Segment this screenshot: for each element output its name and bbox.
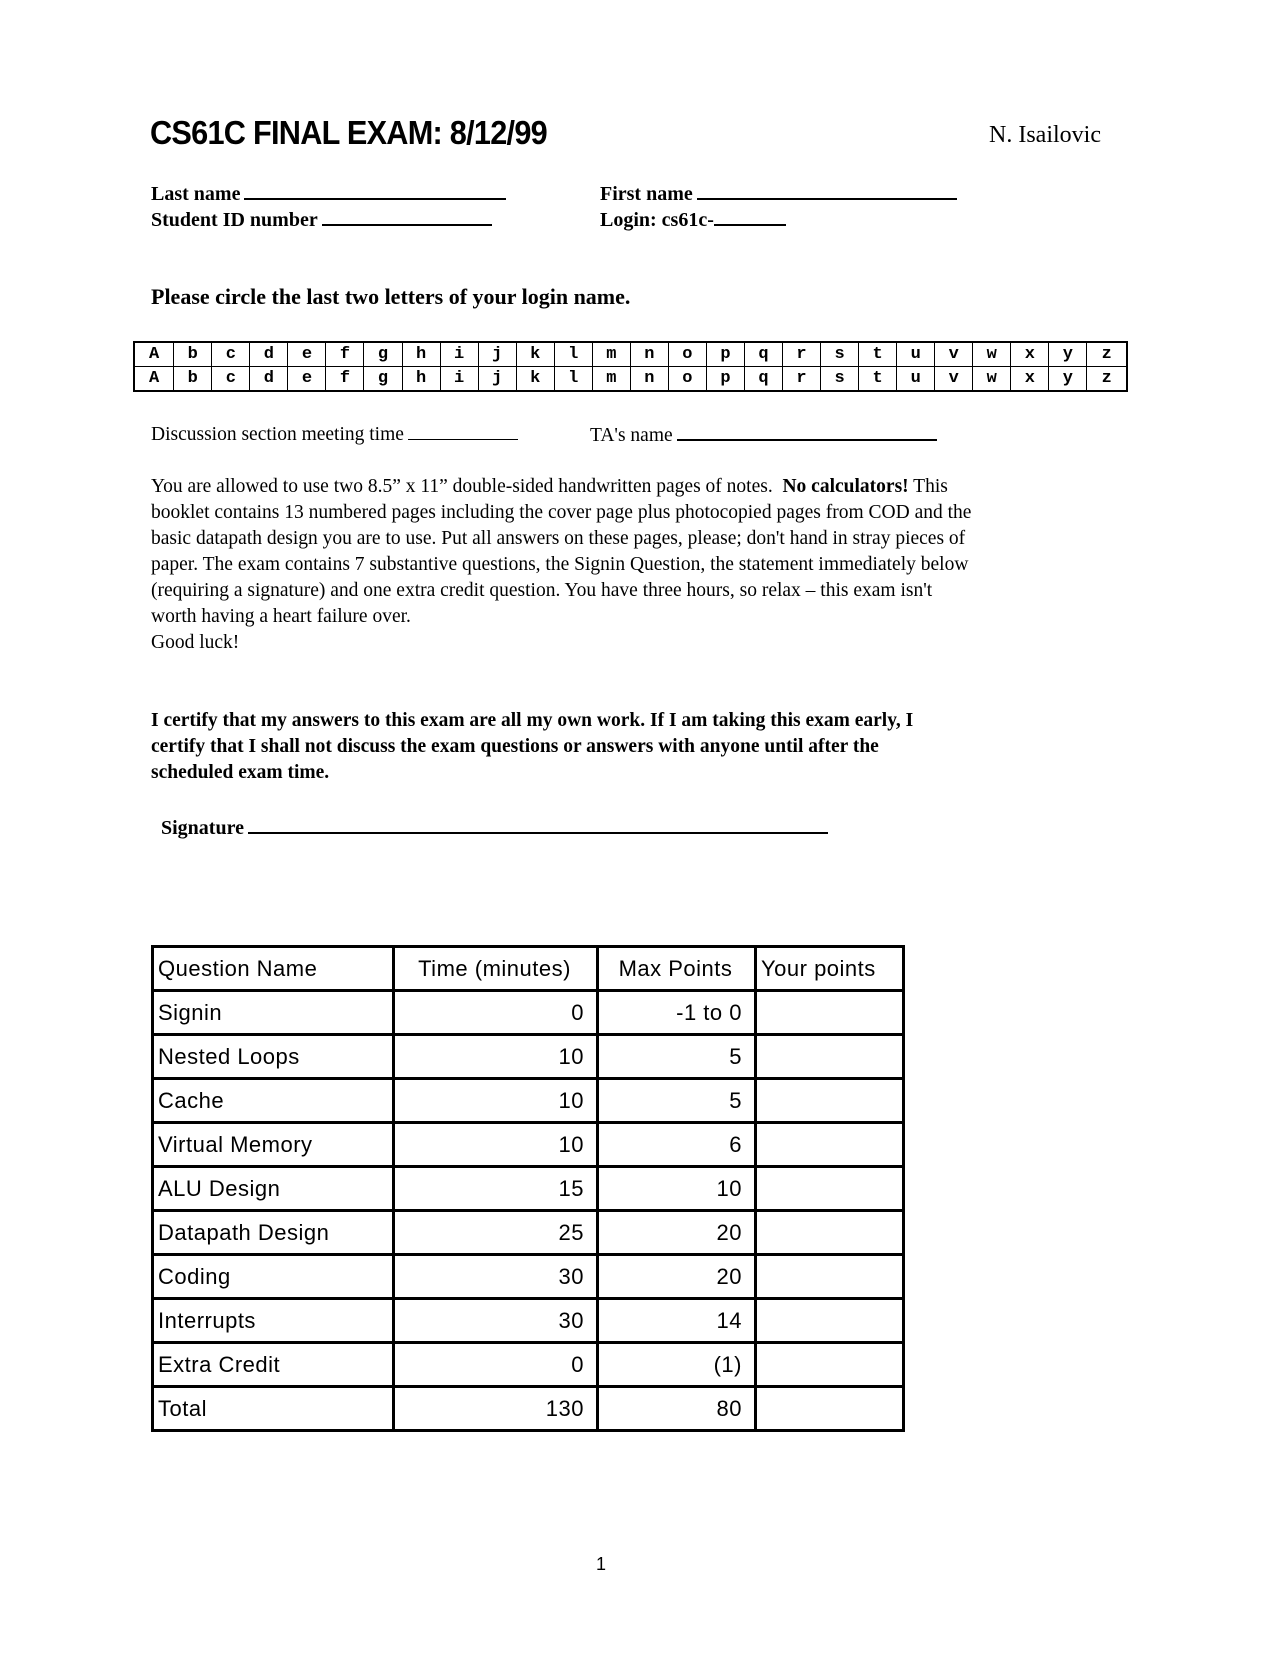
instruction-line: (requiring a signature) and one extra credit question. You have three hours, so relax – this exam isn't: [151, 580, 933, 601]
login-letter-grid: [133, 341, 1128, 392]
table-row: [153, 1123, 904, 1167]
letter-cell-c[interactable]: c: [212, 367, 250, 392]
instruction-line: worth having a heart failure over.: [151, 606, 411, 627]
column-header: Your points: [756, 947, 904, 991]
letter-cell-f[interactable]: f: [326, 342, 364, 367]
letter-cell-e[interactable]: e: [288, 342, 326, 367]
score-table: [151, 945, 905, 1432]
letter-cell-h[interactable]: h: [402, 367, 440, 392]
max-points-cell: (1): [598, 1343, 756, 1387]
score-table-header: [153, 947, 904, 991]
student-id-field[interactable]: [151, 206, 492, 232]
letter-cell-o[interactable]: o: [668, 367, 706, 392]
letter-cell-k[interactable]: k: [516, 367, 554, 392]
your-points-cell[interactable]: [756, 1079, 904, 1123]
max-points-cell: 5: [598, 1079, 756, 1123]
first-name-field[interactable]: [600, 180, 957, 206]
letter-cell-q[interactable]: q: [744, 367, 782, 392]
letter-cell-f[interactable]: f: [326, 367, 364, 392]
time-cell: 25: [394, 1211, 598, 1255]
login-blank[interactable]: [714, 206, 786, 226]
ta-name-label: TA's name: [590, 425, 673, 446]
table-row: [153, 1035, 904, 1079]
time-cell: 10: [394, 1035, 598, 1079]
letter-cell-z[interactable]: z: [1087, 367, 1127, 392]
letter-cell-g[interactable]: g: [364, 342, 402, 367]
time-cell: 10: [394, 1123, 598, 1167]
letter-row-first: [134, 342, 1127, 367]
table-row: [153, 1343, 904, 1387]
table-row: [153, 1167, 904, 1211]
max-points-cell: 5: [598, 1035, 756, 1079]
max-points-cell: 80: [598, 1387, 756, 1431]
your-points-cell[interactable]: [756, 991, 904, 1035]
your-points-cell[interactable]: [756, 1387, 904, 1431]
letter-cell-u[interactable]: u: [897, 367, 935, 392]
table-row: [153, 1299, 904, 1343]
max-points-cell: 6: [598, 1123, 756, 1167]
letter-cell-a[interactable]: A: [134, 342, 174, 367]
last-name-field[interactable]: [151, 180, 506, 206]
ta-name-field[interactable]: [590, 421, 937, 447]
your-points-cell[interactable]: [756, 1211, 904, 1255]
question-name-cell: Coding: [153, 1255, 394, 1299]
letter-cell-r[interactable]: r: [783, 367, 821, 392]
letter-cell-l[interactable]: l: [554, 342, 592, 367]
question-name-cell: Signin: [153, 991, 394, 1035]
question-name-cell: Total: [153, 1387, 394, 1431]
table-row: [153, 1387, 904, 1431]
page-title: CS61C FINAL EXAM: 8/12/99: [150, 114, 547, 151]
discussion-time-label: Discussion section meeting time: [151, 424, 404, 445]
question-name-cell: Virtual Memory: [153, 1123, 394, 1167]
your-points-cell[interactable]: [756, 1255, 904, 1299]
discussion-time-blank[interactable]: [408, 421, 518, 440]
letter-cell-b[interactable]: b: [174, 367, 212, 392]
letter-cell-x[interactable]: x: [1011, 367, 1049, 392]
letter-cell-j[interactable]: j: [478, 342, 516, 367]
circle-instruction: Please circle the last two letters of your login name.: [151, 284, 631, 309]
student-id-blank[interactable]: [322, 206, 492, 226]
time-cell: 30: [394, 1255, 598, 1299]
letter-cell-h[interactable]: h: [402, 342, 440, 367]
letter-cell-t[interactable]: t: [859, 342, 897, 367]
your-points-cell[interactable]: [756, 1299, 904, 1343]
max-points-cell: -1 to 0: [598, 991, 756, 1035]
letter-cell-p[interactable]: p: [706, 342, 744, 367]
letter-cell-w[interactable]: w: [973, 367, 1011, 392]
letter-cell-d[interactable]: d: [250, 367, 288, 392]
question-name-cell: Extra Credit: [153, 1343, 394, 1387]
time-cell: 10: [394, 1079, 598, 1123]
letter-cell-n[interactable]: n: [630, 367, 668, 392]
letter-cell-p[interactable]: p: [706, 367, 744, 392]
signature-label: Signature: [161, 817, 244, 839]
letter-cell-z[interactable]: z: [1087, 342, 1127, 367]
certification-line: I certify that my answers to this exam are all my own work. If I am taking this exam early, I: [151, 710, 914, 731]
question-name-cell: Nested Loops: [153, 1035, 394, 1079]
question-name-cell: Interrupts: [153, 1299, 394, 1343]
letter-cell-v[interactable]: v: [935, 367, 973, 392]
table-row: [153, 991, 904, 1035]
instruction-line: You are allowed to use two 8.5” x 11” double-sided handwritten pages of notes. No calculators! This: [151, 476, 948, 497]
letter-cell-k[interactable]: k: [516, 342, 554, 367]
signature-field[interactable]: [161, 814, 828, 840]
letter-cell-y[interactable]: y: [1049, 342, 1087, 367]
question-name-cell: Cache: [153, 1079, 394, 1123]
column-header: Question Name: [153, 947, 394, 991]
student-id-label: Student ID number: [151, 209, 318, 231]
login-label: Login: cs61c-: [600, 209, 714, 231]
max-points-cell: 20: [598, 1255, 756, 1299]
max-points-cell: 14: [598, 1299, 756, 1343]
ta-name-blank[interactable]: [677, 421, 937, 441]
question-name-cell: ALU Design: [153, 1167, 394, 1211]
letter-cell-s[interactable]: s: [821, 367, 859, 392]
letter-cell-s[interactable]: s: [821, 342, 859, 367]
max-points-cell: 20: [598, 1211, 756, 1255]
time-cell: 30: [394, 1299, 598, 1343]
login-field[interactable]: [600, 206, 786, 232]
certification-statement: [151, 708, 913, 786]
your-points-cell[interactable]: [756, 1123, 904, 1167]
your-points-cell[interactable]: [756, 1167, 904, 1211]
letter-row-second: [134, 367, 1127, 392]
letter-cell-g[interactable]: g: [364, 367, 402, 392]
letter-cell-d[interactable]: d: [250, 342, 288, 367]
letter-cell-y[interactable]: y: [1049, 367, 1087, 392]
letter-cell-r[interactable]: r: [783, 342, 821, 367]
page-number: 1: [596, 1554, 607, 1574]
your-points-cell[interactable]: [756, 1343, 904, 1387]
max-points-cell: 10: [598, 1167, 756, 1211]
table-row: [153, 1211, 904, 1255]
letter-cell-m[interactable]: m: [592, 367, 630, 392]
letter-cell-m[interactable]: m: [592, 342, 630, 367]
letter-cell-i[interactable]: i: [440, 342, 478, 367]
last-name-label: Last name: [151, 183, 241, 205]
table-row: [153, 1079, 904, 1123]
letter-cell-j[interactable]: j: [478, 367, 516, 392]
letter-cell-b[interactable]: b: [174, 342, 212, 367]
your-points-cell[interactable]: [756, 1035, 904, 1079]
letter-cell-v[interactable]: v: [935, 342, 973, 367]
letter-cell-a[interactable]: A: [134, 367, 174, 392]
last-name-blank[interactable]: [244, 180, 506, 200]
letter-cell-w[interactable]: w: [973, 342, 1011, 367]
no-calculators-note: No calculators!: [782, 476, 909, 497]
instruction-line: paper. The exam contains 7 substantive questions, the Signin Question, the statement immediately below: [151, 554, 969, 575]
time-cell: 130: [394, 1387, 598, 1431]
first-name-label: First name: [600, 183, 693, 205]
letter-cell-i[interactable]: i: [440, 367, 478, 392]
letter-cell-l[interactable]: l: [554, 367, 592, 392]
letter-cell-n[interactable]: n: [630, 342, 668, 367]
letter-cell-u[interactable]: u: [897, 342, 935, 367]
signature-blank[interactable]: [248, 814, 828, 834]
certification-line: scheduled exam time.: [151, 762, 330, 783]
letter-cell-x[interactable]: x: [1011, 342, 1049, 367]
certification-line: certify that I shall not discuss the exam questions or answers with anyone until after the: [151, 736, 879, 757]
instruction-line: booklet contains 13 numbered pages including the cover page plus photocopied pages from COD and the: [151, 502, 972, 523]
instructions-paragraph: [151, 474, 971, 656]
column-header: Time (minutes): [394, 947, 598, 991]
letter-cell-q[interactable]: q: [744, 342, 782, 367]
letter-cell-t[interactable]: t: [859, 367, 897, 392]
discussion-time-field[interactable]: [151, 421, 518, 446]
time-cell: 15: [394, 1167, 598, 1211]
time-cell: 0: [394, 991, 598, 1035]
column-header: Max Points: [598, 947, 756, 991]
first-name-blank[interactable]: [697, 180, 957, 200]
instruction-line: basic datapath design you are to use. Put all answers on these pages, please; don't hand in stray pieces of: [151, 528, 966, 549]
letter-cell-o[interactable]: o: [668, 342, 706, 367]
author-name: N. Isailovic: [989, 122, 1101, 148]
instruction-line: Good luck!: [151, 632, 240, 653]
letter-cell-c[interactable]: c: [212, 342, 250, 367]
question-name-cell: Datapath Design: [153, 1211, 394, 1255]
letter-cell-e[interactable]: e: [288, 367, 326, 392]
time-cell: 0: [394, 1343, 598, 1387]
table-row: [153, 1255, 904, 1299]
